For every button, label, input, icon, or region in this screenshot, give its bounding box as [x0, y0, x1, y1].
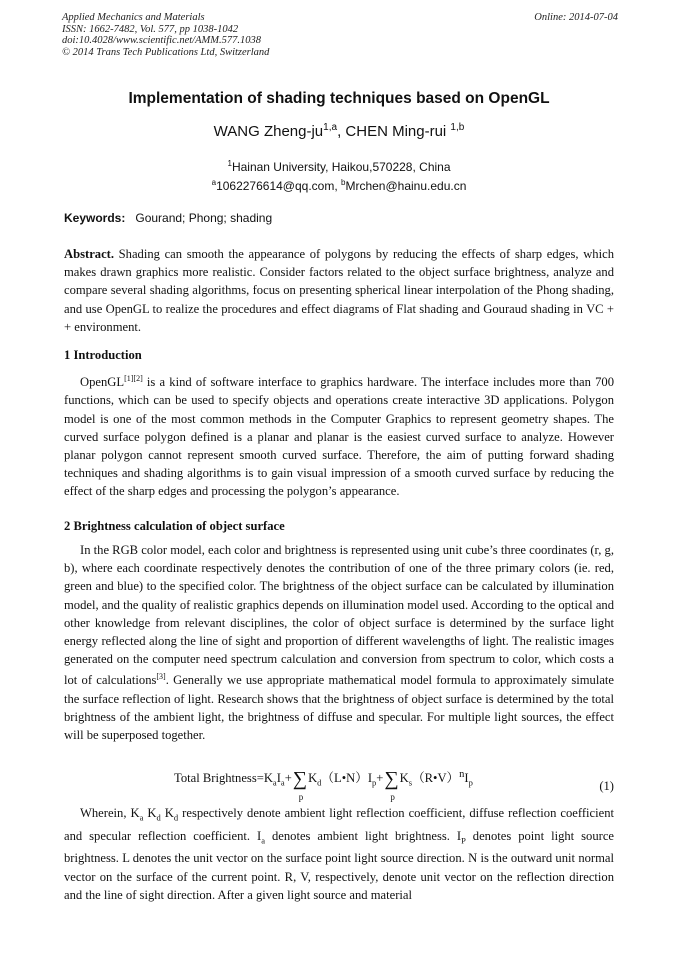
paragraph-text: . Generally we use appropriate mathematical model formula to approximately simulate the surface reflection of light. Research shows that the brightness of object surface is determined by the total brightness of the ambient light, the brightness of diffuse and specular. For multiple light sources, the effect will be superposed together.	[64, 673, 614, 743]
paragraph-text: In the RGB color model, each color and brightness is represented using unit cube’s three coordinates (r, g, b), where each coordinate respectively denotes the contribution of one of the three primary colors (ie. red, green and blue) to the specified color. The brightness of the object surface can be calculated by illumination model, and the quality of realistic graphics depends on illumination model used. According to the optical and other knowledge from relevant disciplines, the color of object surface is determined by the surface light energy reflected along the line of sight and proportion of different wavelengths of light. The realistic images generated on the computer need spectrum calculation and conversion from spectrum to color, which costs a lot of calculations	[64, 543, 614, 688]
email-link[interactable]: Mrchen@hainu.edu.cn	[345, 179, 467, 193]
keywords	[64, 211, 272, 225]
author-emails	[0, 178, 678, 193]
section-body	[64, 541, 614, 744]
equation-body: Total $Brightness=K_aI_a+\sum$ p $K_d(L•N)I_p+\sum$ p $K_s(R•V)^nI_p$	[174, 768, 473, 802]
email-mark: a	[211, 178, 217, 187]
paragraph-lead: OpenGL	[80, 375, 125, 390]
paragraph-text: is a kind of software interface to graphics hardware. The interface includes more than 700 functions, which can be used to specify objects and operations create interactive 3D applications. Polygon model is one of the most common methods in the Computer Graphics to represent geometry shapes. The curved surface polygon defined is a planar and planar is the easiest curved surface to analyze. However planar polygon cannot represent smooth curved surface. Therefore, the aim of putting forward shading techniques and shading algorithms is to gain visual impression of a smooth curved surface by reducing the effect of the sharp edges and processing the polygon’s appearance.	[64, 375, 614, 499]
author-affiliation-mark: 1,a	[323, 122, 338, 133]
author-separator: ,	[337, 123, 346, 140]
author-name: WANG Zheng-ju	[213, 123, 324, 140]
section-body: Wherein, $K_a$ $K_d$ $K_d$ respectively denote ambient light reflection coefficient, diffuse reflection coefficient and specular reflection coefficient. $I_a$ denotes ambient light brightness. $I_P$ denotes point light source brightness. L denotes the unit vector on the surface point light source direction. N is the outward unit normal vector on the surface of the current point. R, V, respectively, denote unit vector on the reflection direction and the line of sight direction. After a given light source and material	[64, 806, 615, 902]
equation-1	[64, 767, 614, 807]
running-header	[62, 12, 618, 58]
author-affiliation-mark: 1,b	[450, 122, 465, 133]
email-mark: b	[341, 178, 346, 187]
email-link[interactable]: 1062276614@qq.com,	[216, 179, 342, 193]
sum-symbol: ∑ p	[384, 768, 399, 802]
copyright-line: © 2014 Trans Tech Publications Ltd, Switzerland	[62, 46, 270, 58]
abstract-label: Abstract.	[64, 247, 115, 261]
keywords-label: Keywords:	[64, 211, 126, 225]
issn-line: ISSN: 1662-7482, Vol. 577, pp 1038-1042	[62, 23, 239, 35]
online-date: Online: 2014-07-04	[534, 12, 618, 23]
sum-symbol: ∑ p	[292, 768, 308, 802]
affiliation	[0, 159, 678, 174]
abstract-text: Shading can smooth the appearance of polygons by reducing the effects of sharp edges, which makes drawn graphics more realistic. Consider factors related to the object surface brightness, analyze and compare several shading algorithms, focus on presenting spherical linear interpolation of the Phong shading, and use OpenGL to realize the procedures and effect diagrams of Flat shading and Gouraud shading in VC + + environment.	[64, 247, 614, 334]
author-name: CHEN Ming-rui	[345, 123, 451, 140]
affiliation-text: Hainan University, Haikou,570228, China	[231, 160, 451, 174]
keywords-text: Gourand; Phong; shading	[135, 211, 273, 225]
equation-number: (1)	[599, 779, 614, 793]
citation[interactable]: [3]	[156, 672, 166, 682]
section-heading: 2 Brightness calculation of object surface	[64, 519, 285, 533]
section-heading: 1 Introduction	[64, 348, 142, 362]
citation[interactable]: [1][2]	[124, 374, 143, 383]
affiliation-mark: 1	[227, 159, 232, 168]
journal-name: Applied Mechanics and Materials	[62, 12, 205, 23]
author-list	[0, 122, 678, 140]
paper-title: Implementation of shading techniques based on OpenGL	[128, 90, 550, 107]
abstract	[64, 245, 614, 336]
doi-line: doi:10.4028/www.scientific.net/AMM.577.1038	[62, 35, 261, 46]
section-body	[64, 370, 614, 501]
